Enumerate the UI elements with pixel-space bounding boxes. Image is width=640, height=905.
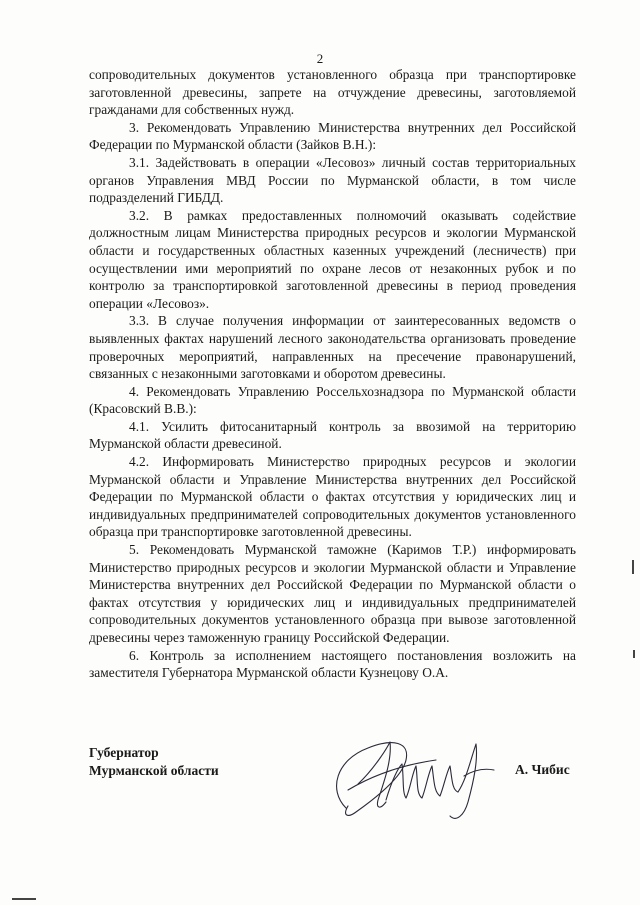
- signatory-region: Мурманской области: [89, 763, 219, 778]
- handwritten-signature: [318, 720, 518, 830]
- paragraph-item-3-1: 3.1. Задействовать в операции «Лесовоз» личный состав территориальных органов Управления МВД России по Мурманской области, в том числе подразделений ГИБДД.: [89, 154, 576, 206]
- paragraph-item-3: 3. Рекомендовать Управлению Министерства внутренних дел Российской Федерации по Мурманской области (Зайков В.Н.):: [89, 119, 576, 153]
- paragraph-item-4: 4. Рекомендовать Управлению Россельхознадзора по Мурманской области (Красовский В.В.):: [89, 383, 576, 417]
- scan-edge-mark: [12, 898, 36, 900]
- page-number: 2: [316, 51, 324, 66]
- paragraph-item-4-1: 4.1. Усилить фитосанитарный контроль за ввозимой на территорию Мурманской области древесиной.: [89, 418, 576, 452]
- paragraph-item-5: 5. Рекомендовать Мурманской таможне (Каримов Т.Р.) информировать Министерство природных ресурсов и экологии Мурманской области и Управление Министерства внутренних дел Российской Федерации по Мурманской области о фактах отсутствия у юридических лиц и индивидуальных предпринимателей сопроводительных документов установленного образца при вывозе заготовленной древесины через таможенную границу Российской Федерации.: [89, 542, 576, 645]
- paragraph-item-3-2: 3.2. В рамках предоставленных полномочий оказывать содействие должностным лицам Министерства природных ресурсов и экологии Мурманской области и государственных областных казенных учреждений (лесничеств) при осуществлении ими мероприятий по охране лесов от незаконных рубок и по контролю за транспортировкой заготовленной древесины в период проведения операции «Лесовоз».: [89, 207, 576, 311]
- paragraph-item-3-3: 3.3. В случае получения информации от заинтересованных ведомств о выявленных фактах нарушений лесного законодательства организовать проведение проверочных мероприятий, направленных на пресечение правонарушений, связанных с незаконными заготовками и оборотом древесины.: [89, 313, 576, 382]
- scan-edge-mark: [632, 560, 634, 574]
- scan-edge-mark: [633, 650, 635, 658]
- signatory-title: Губернатор: [89, 745, 159, 760]
- signatory-name: А. Чибис: [515, 762, 570, 777]
- paragraph-item-6: 6. Контроль за исполнением настоящего постановления возложить на заместителя Губернатора Мурманской области Кузнецову О.А.: [89, 647, 576, 681]
- paragraph-item-4-2: 4.2. Информировать Министерство природных ресурсов и экологии Мурманской области и Управление Министерства внутренних дел Российской Федерации по Мурманской области о фактах отсутствия у юридических лиц и индивидуальных предпринимателей сопроводительных документов установленного образца при транспортировке заготовленной древесины.: [89, 454, 576, 540]
- signatory-position: [89, 744, 219, 780]
- paragraph-continuation: сопроводительных документов установленного образца при транспортировке заготовленной древесины, запрете на отчуждение древесины, заготовляемой гражданами для собственных нужд.: [89, 67, 576, 118]
- document-body: [89, 66, 576, 682]
